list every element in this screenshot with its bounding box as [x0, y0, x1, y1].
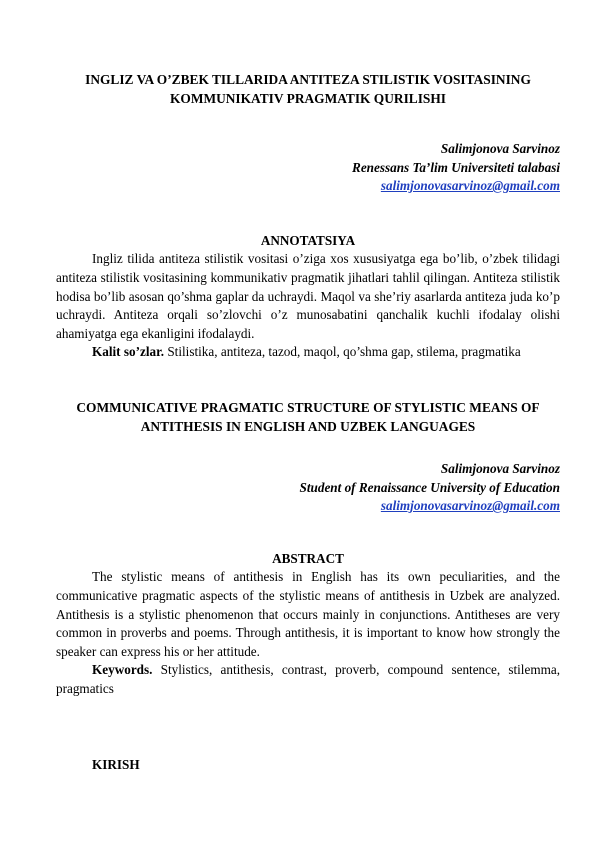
uz-keywords	[56, 343, 560, 362]
section-heading-kirish: KIRISH	[92, 757, 140, 773]
uz-author-block	[56, 140, 560, 196]
uz-abstract-text: Ingliz tilida antiteza stilistik vositasi o’ziga xos xususiyatga ega bo’lib, o’zbek tilidagi antiteza stilistik vositasining kommunikativ pragmatik jihatlari tahlil qilingan. Antiteza stilistik hodisa bo’lib asosan qo’shma gaplar da uchraydi. Maqol va she’riy asarlarda antiteza juda ko’p uchraydi. Antiteza orqali so’zlovchi o’z munosabatini qanchalik kuchli ifodalay olishi ahamiyatga ega ekanligini ifodalaydi.	[56, 251, 560, 341]
uz-abstract-heading: ANNOTATSIYA	[260, 232, 356, 248]
uz-keywords-text: Stilistika, antiteza, tazod, maqol, qo’shma gap, stilema, pragmatika	[164, 344, 521, 360]
en-keywords	[56, 661, 560, 698]
en-author-email-link[interactable]: salimjonovasarvinoz@gmail.com	[380, 498, 560, 514]
uz-author-name: Salimjonova Sarvinoz	[440, 141, 560, 156]
en-author-block	[56, 460, 560, 516]
en-abstract-text: The stylistic means of antithesis in English has its own peculiarities, and the communicative pragmatic aspects of the stylistic means of antithesis in Uzbek are analyzed. Antithesis is a stylistic phenomenon that occurs mainly in conjunctions. Antitheses are very common in proverbs and poems. Through antithesis, it is important to know how strongly the speaker can express his or her attitude.	[56, 569, 560, 659]
uz-title-line-1: INGLIZ VA O’ZBEK TILLARIDA ANTITEZA STILISTIK VOSITASINING	[85, 72, 531, 87]
en-abstract-heading: ABSTRACT	[272, 550, 344, 566]
en-title-line-1: COMMUNICATIVE PRAGMATIC STRUCTURE OF STYLISTIC MEANS OF	[76, 399, 540, 415]
uz-title-line-2: KOMMUNIKATIV PRAGMATIK QURILISHI	[169, 91, 446, 106]
en-author-affiliation: Student of Renaissance University of Education	[299, 479, 560, 495]
uz-keywords-label: Kalit so’zlar.	[92, 344, 165, 360]
en-keywords-text: Stylistics, antithesis, contrast, proverb, compound sentence, stilemma, pragmatics	[56, 662, 560, 696]
uz-title	[56, 70, 560, 108]
uz-author-email-link[interactable]: salimjonovasarvinoz@gmail.com	[380, 178, 560, 194]
en-author-name: Salimjonova Sarvinoz	[440, 460, 560, 476]
uz-author-affiliation: Renessans Ta’lim Universiteti talabasi	[352, 159, 560, 175]
en-keywords-label: Keywords.	[92, 662, 153, 678]
en-title-line-2: ANTITHESIS IN ENGLISH AND UZBEK LANGUAGES	[140, 418, 476, 434]
en-title	[56, 398, 560, 436]
